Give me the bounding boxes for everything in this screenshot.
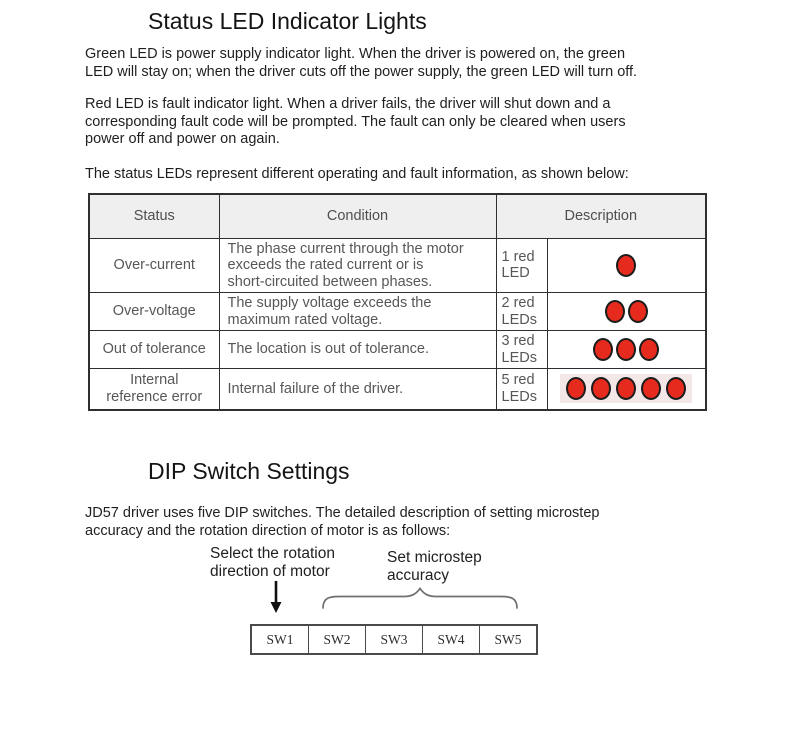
condition-cell [219,331,496,369]
text-line: Red LED is fault indicator light. When a driver fails, the driver will shut down and a [85,96,611,112]
red-led-dot [616,377,636,400]
text-line: exceeds the rated current or is [227,257,424,273]
text-line: Set microstep [387,549,482,566]
led-dots-cell [547,238,706,293]
section-title-dip-switch: DIP Switch Settings [148,458,350,484]
text-line: short-circuited between phases. [227,273,433,290]
text-line: LEDs [501,388,537,405]
text-line: JD57 driver uses five DIP switches. The detailed description of setting microstep [85,505,600,521]
table-row [89,331,706,369]
dip-switch-sw3: SW3 [366,626,423,653]
column-header-description: Description [496,194,706,238]
led-count-cell [496,293,547,331]
text-line: accuracy and the rotation direction of motor is as follows: [85,522,451,539]
text-line: Select the rotation [210,545,335,562]
red-led-dot [616,338,636,361]
table-row [89,238,706,293]
red-led-dot [566,377,586,400]
column-header-condition: Condition [219,194,496,238]
text-line: LED will stay on; when the driver cuts off the power supply, the green LED will turn off. [85,63,638,80]
text-line: Green LED is power supply indicator light. When the driver is powered on, the green [85,46,626,62]
status-cell [89,238,219,293]
text-line: 5 red [501,372,535,389]
red-led-dots [549,300,705,323]
red-led-dot [639,338,659,361]
table-header-row [89,194,706,238]
label-microstep-accuracy [387,549,482,585]
text-line: power off and power on again. [85,131,280,147]
text-line: Over-current [113,257,195,273]
red-led-dots [549,254,705,277]
led-dots-cell [547,331,706,369]
dip-switch-sw1: SW1 [252,626,309,653]
down-arrow-icon [269,580,283,614]
text-line: The phase current through the motor [227,240,464,257]
text-line: 2 red [501,295,535,311]
status-cell [89,331,219,369]
text-line: maximum rated voltage. [227,311,383,328]
paragraph-dip-intro [85,505,599,540]
led-count-cell [496,369,547,410]
text-line: Internal failure of the driver. [227,380,404,397]
red-led-dot [628,300,648,323]
text-line: accuracy [387,567,450,584]
led-count-cell [496,331,547,369]
dip-switch-sw2: SW2 [309,626,366,653]
curly-brace-icon [320,585,520,613]
condition-cell [219,369,496,410]
led-dots-cell [547,293,706,331]
text-line: LEDs [501,311,537,328]
condition-cell [219,293,496,331]
dip-switch-sw5: SW5 [494,631,522,647]
text-line: Internal [130,372,179,389]
dip-switch-strip [250,624,538,655]
text-line: corresponding fault code will be prompted. The fault can only be cleared when users [85,113,626,130]
red-led-dot [593,338,613,361]
text-line: 1 red [501,248,535,265]
condition-cell [219,238,496,293]
section-title-status-led: Status LED Indicator Lights [148,8,427,34]
red-led-dot [605,300,625,323]
text-line: LED [501,265,530,282]
paragraph-table-intro [85,166,629,184]
dip-switch-sw4: SW4 [423,626,480,653]
text-line: 3 red [501,333,535,349]
label-rotation-direction [210,545,335,581]
text-line: The location is out of tolerance. [227,341,430,358]
status-cell [89,369,219,410]
text-line: The supply voltage exceeds the [227,295,432,311]
paragraph-green-led [85,46,637,81]
red-led-dot [666,377,686,400]
text-line: reference error [106,388,203,405]
red-led-dots [549,338,705,361]
text-line: The status LEDs represent different operating and fault information, as shown below: [85,166,629,182]
status-cell [89,293,219,331]
status-led-table [88,193,707,411]
table-row [89,369,706,410]
text-line: direction of motor [210,563,330,580]
text-line: LEDs [501,349,537,366]
led-dots-cell [547,369,706,410]
table-row [89,293,706,331]
text-line: Over-voltage [112,303,196,320]
red-led-dot [591,377,611,400]
led-count-cell [496,238,547,293]
red-led-dots-banded [560,374,692,403]
text-line: Out of tolerance [102,341,206,358]
red-led-dot [641,377,661,400]
paragraph-red-led [85,96,626,149]
column-header-status: Status [89,194,219,238]
red-led-dot [616,254,636,277]
